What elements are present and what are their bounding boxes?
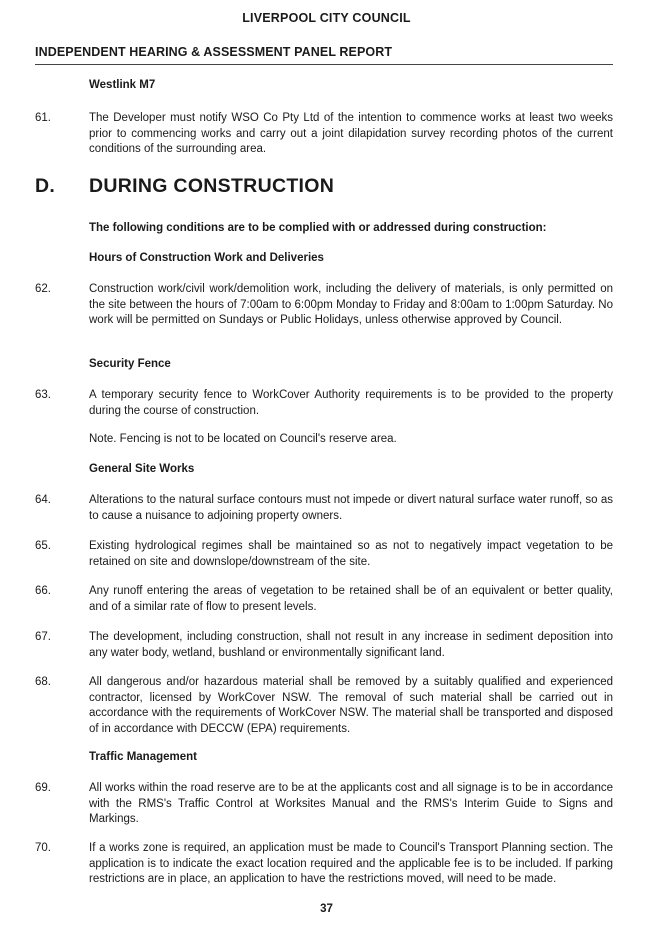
condition-text: A temporary security fence to WorkCover Authority requirements is to be provided to the property during the course of construction. bbox=[89, 389, 613, 417]
condition-68 bbox=[35, 675, 613, 737]
condition-number: 65. bbox=[35, 540, 51, 552]
condition-number: 66. bbox=[35, 585, 51, 597]
condition-61 bbox=[35, 111, 613, 158]
condition-70 bbox=[35, 841, 613, 888]
condition-number: 63. bbox=[35, 389, 51, 401]
condition-65 bbox=[35, 539, 613, 570]
condition-number: 67. bbox=[35, 631, 51, 643]
condition-number: 61. bbox=[35, 112, 51, 124]
subheading-hours: Hours of Construction Work and Deliveries bbox=[89, 252, 324, 264]
subheading-general: General Site Works bbox=[89, 463, 195, 475]
condition-66 bbox=[35, 584, 613, 615]
condition-number: 69. bbox=[35, 782, 51, 794]
condition-text: Alterations to the natural surface contours must not impede or divert natural surface water runoff, so as to cause a nuisance to adjoining property owners. bbox=[89, 494, 613, 522]
condition-text: Existing hydrological regimes shall be maintained so as not to negatively impact vegetation to be retained on site and downslope/downstream of the site. bbox=[89, 540, 613, 568]
section-letter: D. bbox=[35, 175, 56, 197]
condition-text: The development, including construction, shall not result in any increase in sediment deposition into any water body, wetland, bushland or environmentally significant land. bbox=[89, 631, 613, 659]
condition-number: 70. bbox=[35, 842, 51, 854]
section-intro: The following conditions are to be complied with or addressed during construction: bbox=[89, 222, 547, 234]
subheading-security: Security Fence bbox=[89, 358, 171, 370]
page-number: 37 bbox=[320, 903, 333, 915]
council-header: LIVERPOOL CITY COUNCIL bbox=[242, 11, 411, 25]
condition-number: 64. bbox=[35, 494, 51, 506]
condition-text: The Developer must notify WSO Co Pty Ltd of the intention to commence works at least two weeks prior to commencing works and carry out a joint dilapidation survey recording photos of the current conditions of the surrounding area. bbox=[89, 112, 613, 156]
subheading-traffic: Traffic Management bbox=[89, 751, 197, 763]
condition-64 bbox=[35, 493, 613, 524]
condition-text: Construction work/civil work/demolition work, including the delivery of materials, is only permitted on the site between the hours of 7:00am to 6:00pm Monday to Friday and 8:00am to 1:00pm Saturday. No work will be permitted on Sundays or Public Holidays, unless otherwise approved by Council. bbox=[89, 283, 613, 327]
condition-text: All dangerous and/or hazardous material shall be removed by a suitably qualified and experienced contractor, licensed by WorkCover NSW. The removal of such material shall be carried out in accordance with the requirements of WorkCover NSW. The material shall be transported and disposed of in accordance with DECCW (EPA) requirements. bbox=[89, 676, 613, 735]
condition-number: 68. bbox=[35, 676, 51, 688]
condition-67 bbox=[35, 630, 613, 661]
condition-69 bbox=[35, 781, 613, 828]
section-heading bbox=[35, 175, 334, 198]
report-header: INDEPENDENT HEARING & ASSESSMENT PANEL REPORT bbox=[35, 45, 393, 59]
condition-63 bbox=[35, 388, 613, 419]
condition-text: All works within the road reserve are to be at the applicants cost and all signage is to be in accordance with the RMS's Traffic Control at Worksites Manual and the RMS's Interim Guide to Signs and Markings. bbox=[89, 782, 613, 826]
section-title: DURING CONSTRUCTION bbox=[89, 175, 335, 197]
subheading-westlink: Westlink M7 bbox=[89, 79, 156, 91]
condition-62 bbox=[35, 282, 613, 329]
condition-text: Any runoff entering the areas of vegetation to be retained shall be of an equivalent or better quality, and of a similar rate of flow to present levels. bbox=[89, 585, 613, 613]
condition-number: 62. bbox=[35, 283, 51, 295]
header-divider bbox=[35, 64, 613, 65]
condition-text: If a works zone is required, an application must be made to Council's Transport Planning section. The application is to indicate the exact location required and the applicable fee is to be included. If parking restrictions are in place, an application to have the restrictions moved, will need to be made. bbox=[89, 842, 613, 886]
fence-note: Note. Fencing is not to be located on Council's reserve area. bbox=[89, 433, 397, 445]
